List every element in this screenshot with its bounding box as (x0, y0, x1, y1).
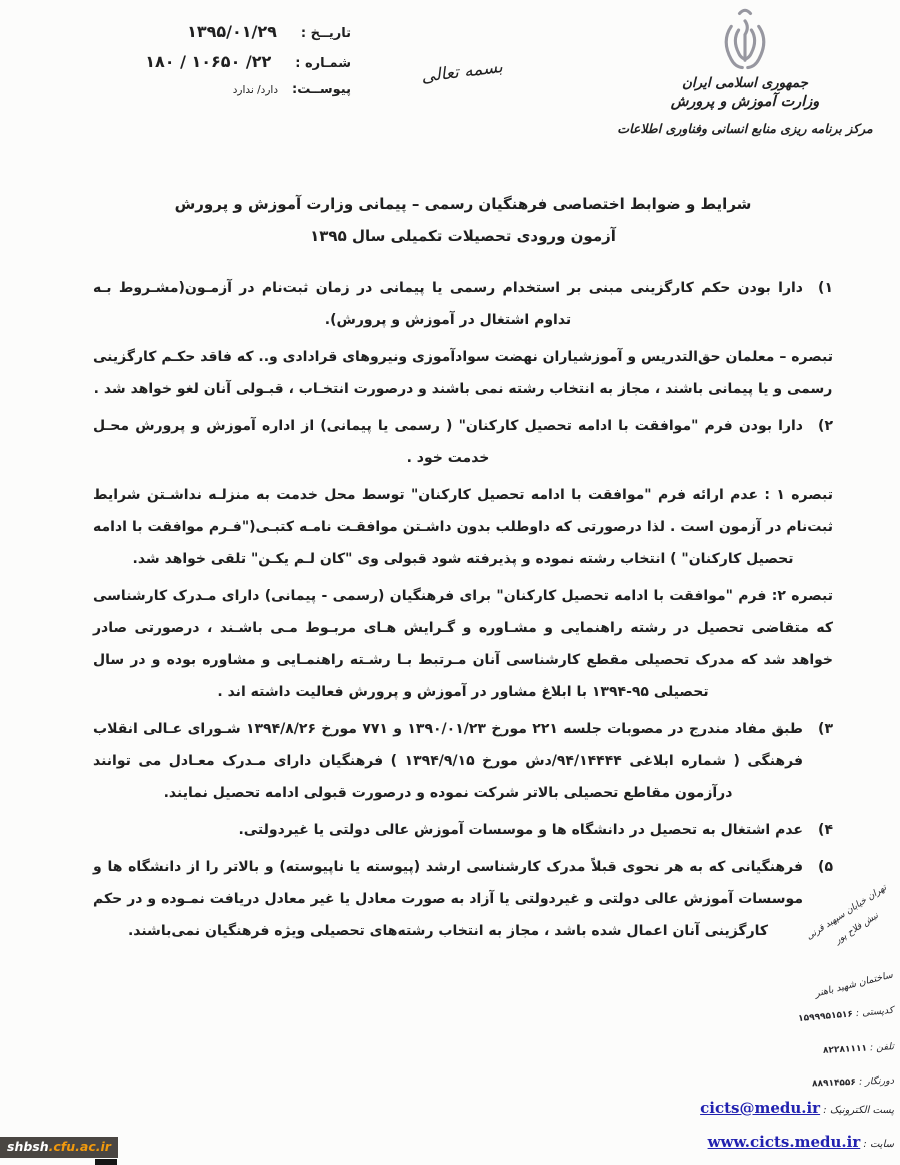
attachment-field (55, 82, 351, 97)
item-number: ۵) (818, 859, 833, 875)
item-text: عدم اشتغال به تحصیل در دانشگاه ها و موسسات آموزش عالی دولتی یا غیردولتی. (238, 822, 803, 838)
number-label: شمـاره : (295, 56, 351, 71)
org-ministry-name: وزارت آموزش و پرورش (670, 94, 820, 110)
date-label: تاریــخ : (300, 26, 351, 41)
document-title (93, 188, 833, 253)
sidebar-phone (823, 1041, 895, 1056)
email-label: پست الکترونیک : (823, 1105, 894, 1116)
site-label: سایت : (863, 1139, 894, 1150)
item-text: دارا بودن حکم کارگزینی مبنی بر استخدام رسمی یا پیمانی در زمان ثبت‌نام در آزمـون(مشـروط بـه تداوم اشتغال در آموزش و پرورش). (93, 280, 803, 328)
item-text: دارا بودن فرم "موافقت با ادامه تحصیل کارکنان" ( رسمی یا پیمانی) از اداره آموزش و پرورش محـل خدمت خود . (93, 418, 803, 466)
list-item-3 (93, 713, 833, 814)
document-body (93, 272, 833, 952)
item-1-note: تبصره – معلمان حق‌التدریس و آموزشیاران نهضت سوادآموزی ونیروهای قرادادی و.. که فاقد حکـم کارگزینی رسمی و یا پیمانی باشند ، مجاز به انتخاب رشته نمی باشند و درصورت انتخـاب ، قبـولی آنان لغو خواهد شد . (93, 349, 833, 397)
attachment-label: پیوســت: (292, 82, 351, 97)
postal-value: ۱۵۹۹۹۵۱۵۱۶ (798, 1009, 854, 1025)
org-country-name: جمهوری اسلامی ایران (681, 75, 809, 91)
item-2-note-1: تبصره ۱ : عدم ارائه فرم "موافقت با ادامه تحصیل کارکنان" توسط محل خدمت به منزلـه نداشـتن شرایط ثبت‌نام در آزمون است . لذا درصورتی که داوطلب بدون داشـتن موافقـت نامـه کتبـی("فـرم موافقت با ادامه تحصیل کارکنان" ) انتخاب رشته نموده و پذیرفته شود قبولی وی "کان لـم یکـن" تلقی خواهد شد. (93, 487, 833, 567)
sidebar-address-line1: تهران خیابان سپهبد قرنی نبش فلاح پور (804, 882, 889, 947)
org-center-name: مرکز برنامه ریزی منابع انسانی وفناوری اطلاعات (617, 121, 873, 136)
item-text: فرهنگیانی که به هر نحوی قبلاً مدرک کارشناسی ارشد (پیوسته یا ناپیوسته) و بالاتر را از دانشگاه ها و موسسات آموزش عالی دولتی و غیردولتی یا آزاد به صورت معادل یا غیر معادل دریافت نمـوده و در حکم کارگزینی آنان اعمال شده باشد ، مجاز به انتخاب رشته‌های تحصیلی ویژه فرهنگیان نمی‌باشند. (93, 859, 803, 939)
phone-value: ۸۲۲۸۱۱۱۱ (822, 1043, 868, 1056)
fax-label: دورنگار : (858, 1075, 895, 1088)
document-title-line2: آزمون ورودی تحصیلات تکمیلی سال ۱۳۹۵ (310, 227, 616, 246)
attachment-value: دارد/ ندارد (232, 84, 279, 96)
list-item-1 (93, 272, 833, 341)
item-number: ۱) (818, 280, 833, 296)
sidebar-fax (812, 1076, 894, 1090)
phone-label: تلفن : (869, 1041, 895, 1054)
item-number: ۴) (818, 822, 833, 838)
date-field (55, 22, 351, 41)
watermark-badge (0, 1137, 118, 1158)
sidebar-postal-code (798, 1005, 894, 1024)
item-number: ۲) (818, 418, 833, 434)
iran-coat-of-arms-icon (719, 8, 771, 74)
sidebar-website (704, 1133, 894, 1151)
besmellah-calligraphy: بسمه تعالی (420, 57, 504, 87)
watermark-prefix: shbsh (7, 1139, 49, 1154)
item-text: طبق مفاد مندرج در مصوبات جلسه ۲۲۱ مورخ ۱۳۹۰/۰۱/۲۳ و ۷۷۱ مورخ ۱۳۹۴/۸/۲۶ شـورای عـالی انقلاب فرهنگی ( شماره ابلاغی ۹۴/۱۴۴۴۴/دش مورخ ۱۳۹۴/۹/۱۵ ) فرهنگیان دارای مـدرک معـادل می توانند درآزمون مقاطع تحصیلی بالاتر شرکت نموده و درصورت قبولی ادامه تحصیل نمایند. (93, 721, 803, 801)
item-2-note-2: تبصره ۲: فرم "موافقت با ادامه تحصیل کارکنان" برای فرهنگیان (رسمی - پیمانی) دارای مـدرک کارشناسی که متقاضی تحصیل در رشته راهنمایی و مشـاوره و گـرایش هـای مربـوط مـی باشـند ، درصورتی صادر خواهد شد که مدرک تحصیلی مقطع کارشناسی آنان مـرتبط بـا رشـته راهنمـایی و مشاوره بوده و در سال تحصیلی ۹۵-۱۳۹۴ با ابلاغ مشاور در آموزش و پرورش فعالیت داشته اند . (93, 588, 833, 700)
fax-value: ۸۸۹۱۴۵۵۶ (811, 1077, 857, 1090)
list-item-5 (93, 851, 833, 952)
header-fields (55, 22, 351, 108)
number-value: ۲۲/ ۱۰۶۵۰ / ۱۸۰ (145, 52, 272, 71)
postal-label: کدپستی : (855, 1004, 895, 1020)
number-field (55, 52, 351, 71)
site-link[interactable]: www.cicts.medu.ir (707, 1133, 861, 1151)
list-item-2 (93, 410, 833, 479)
scan-artifact (95, 1159, 117, 1165)
list-item-4 (93, 814, 833, 851)
item-number: ۳) (818, 721, 833, 737)
sidebar-address-line2: ساختمان شهید باهنر (813, 969, 895, 1000)
email-link[interactable]: cicts@medu.ir (700, 1099, 821, 1117)
sidebar-email (696, 1099, 894, 1117)
letterhead-org (595, 8, 895, 136)
date-value: ۱۳۹۵/۰۱/۲۹ (187, 22, 277, 41)
document-title-line1: شرایط و ضوابط اختصاصی فرهنگیان رسمی – پیمانی وزارت آموزش و پرورش (174, 195, 752, 213)
watermark-suffix: .cfu.ac.ir (48, 1139, 111, 1154)
